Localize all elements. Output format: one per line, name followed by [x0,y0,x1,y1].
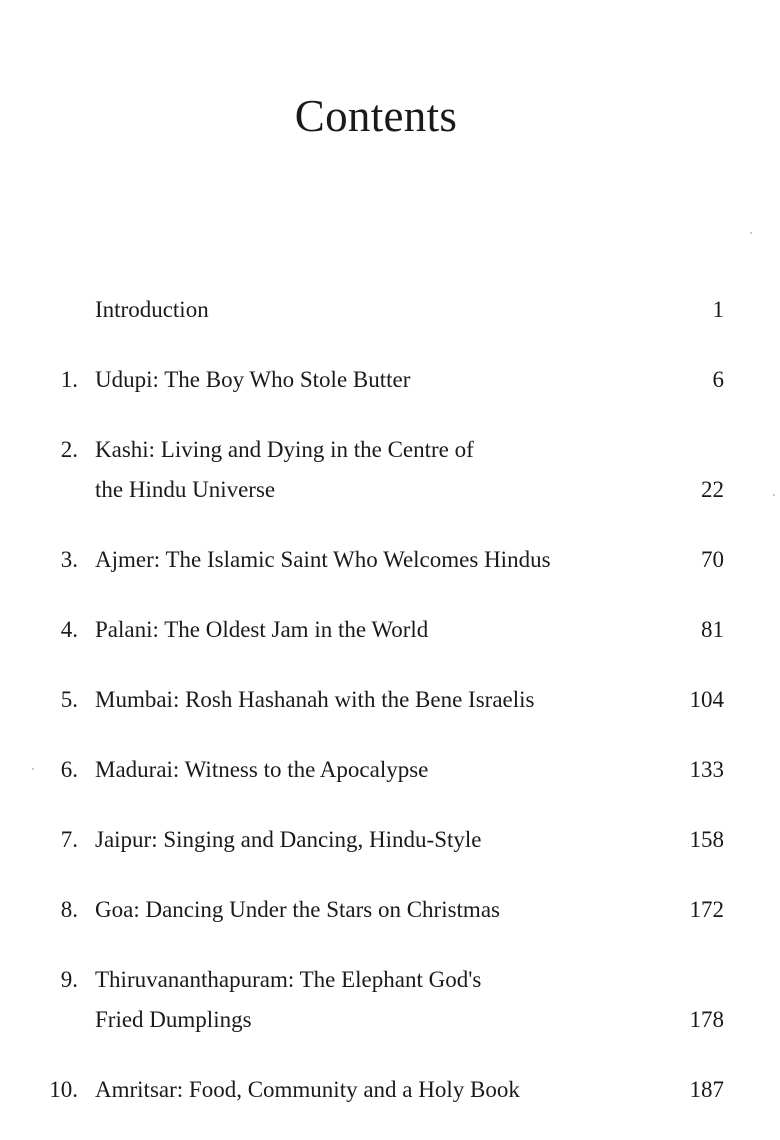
toc-entry-2[interactable] [0,430,780,510]
page-number: 6 [712,367,724,392]
chapter-number: 6. [60,757,78,782]
page-number: 133 [689,757,724,782]
chapter-number: 5. [60,687,78,712]
toc-entry-4[interactable] [0,610,780,650]
chapter-number: 10. [49,1077,78,1102]
scan-speck [32,768,34,770]
scan-speck [773,494,775,496]
page-number: 158 [689,827,724,852]
page-title: Contents [294,91,458,141]
page-number: 178 [689,1007,724,1032]
page-number: 70 [701,547,724,572]
toc-entry-introduction[interactable] [0,290,780,330]
toc-entry-10[interactable] [0,1070,780,1110]
page-number: 172 [689,897,724,922]
chapter-title: Palani: The Oldest Jam in the World [95,617,429,642]
page-number: 104 [689,687,724,712]
chapter-title: Udupi: The Boy Who Stole Butter [95,367,411,392]
chapter-number: 1. [60,367,78,392]
chapter-title: Thiruvananthapuram: The Elephant God's Fried Dumplings [95,967,482,1032]
toc-entry-1[interactable] [0,360,780,400]
page-number: 81 [701,617,724,642]
toc-entry-5[interactable] [0,680,780,720]
chapter-number: 2. [60,437,78,462]
chapter-title: Ajmer: The Islamic Saint Who Welcomes Hindus [95,547,551,572]
page-number: 187 [689,1077,724,1102]
toc-entry-3[interactable] [0,540,780,580]
toc-entry-9[interactable] [0,960,780,1040]
chapter-number: 3. [60,547,78,572]
page-number: 1 [712,297,724,322]
chapter-number: 8. [60,897,78,922]
toc-entry-7[interactable] [0,820,780,860]
scan-speck [750,232,752,234]
chapter-number: 4. [60,617,78,642]
toc-entry-6[interactable] [0,750,780,790]
chapter-title: Jaipur: Singing and Dancing, Hindu-Style [95,827,482,852]
table-of-contents [0,290,780,1140]
toc-entry-8[interactable] [0,890,780,930]
chapter-title: Mumbai: Rosh Hashanah with the Bene Israelis [95,687,535,712]
page-number: 22 [701,477,724,502]
chapter-title: Kashi: Living and Dying in the Centre of the Hindu Universe [95,437,474,502]
chapter-title: Goa: Dancing Under the Stars on Christmas [95,897,500,922]
chapter-title: Introduction [95,297,209,322]
chapter-title: Amritsar: Food, Community and a Holy Book [95,1077,520,1102]
chapter-title: Madurai: Witness to the Apocalypse [95,757,429,782]
chapter-number: 9. [60,967,78,992]
chapter-number: 7. [60,827,78,852]
